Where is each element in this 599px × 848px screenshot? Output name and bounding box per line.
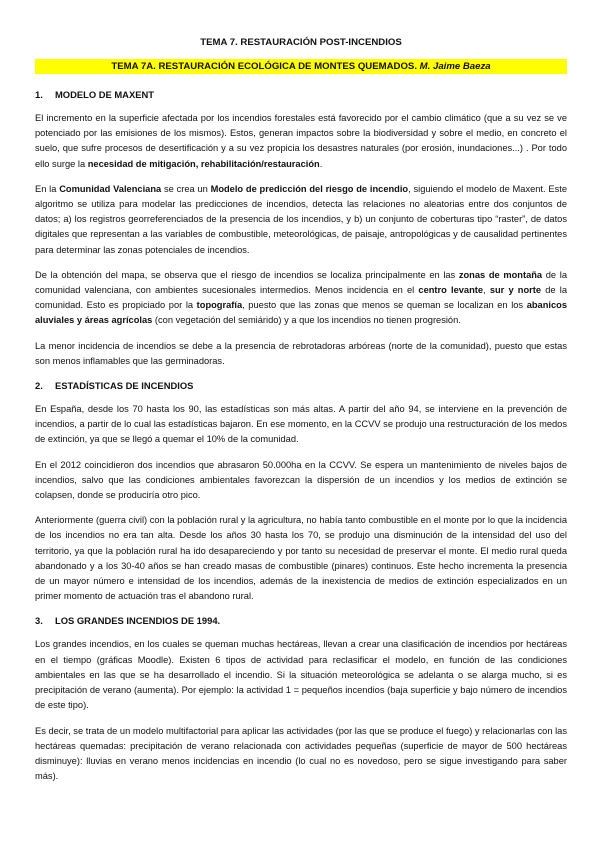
document-subtitle-bar — [35, 59, 567, 74]
text-run: , puesto que las zonas que menos se queman se localizan en los — [242, 300, 527, 311]
section-title: ESTADÍSTICAS DE INCENDIOS — [55, 380, 194, 392]
section-number: 3. — [35, 615, 43, 627]
text-run: En la — [35, 183, 60, 194]
document-subtitle: TEMA 7A. RESTAURACIÓN ECOLÓGICA DE MONTES QUEMADOS. — [111, 61, 417, 72]
section-number: 1. — [35, 89, 43, 100]
bold-text-run: abanicos aluviales y áreas agrícolas — [35, 300, 567, 326]
body-paragraph — [35, 402, 567, 448]
section-title: MODELO DE MAXENT — [55, 89, 154, 100]
text-run: de la comunidad. Esto es propiciado por la — [35, 285, 567, 311]
bold-text-run: sur y norte — [489, 285, 542, 296]
document-body — [35, 88, 567, 784]
text-run: En el 2012 coincidieron dos incendios que abrasaron 50.000ha en la CCVV. Se espera un mantenimiento de niveles bajos de incendios, salvo que las condiciones ambientales favorezcan la dispersión de un incendios y los medios de extinción se colapsen, donde se produciría otro pico. — [35, 459, 567, 501]
section-heading — [35, 88, 567, 101]
section-heading — [35, 379, 567, 392]
body-paragraph — [35, 724, 567, 785]
text-run: se crea un — [161, 183, 211, 194]
section-title: LOS GRANDES INCENDIOS DE 1994. — [55, 615, 221, 627]
bold-text-run: zonas de montaña — [458, 269, 543, 280]
bold-text-run: centro levante — [418, 285, 484, 296]
section-number: 2. — [35, 380, 43, 392]
body-paragraph — [35, 513, 567, 604]
body-paragraph — [35, 339, 567, 369]
text-run: La menor incidencia de incendios se debe a la presencia de rebrotadoras arbóreas (norte de la comunidad), puesto que estas son menos inflamables que las germinadoras. — [35, 340, 567, 366]
bold-text-run: Modelo de predicción del riesgo de incendio — [210, 183, 409, 194]
text-run: Es decir, se trata de un modelo multifactorial para aplicar las actividades (por las que se produce el fuego) y relacionarlas con las hectáreas quemadas: precipitación de verano relacionada con actividades pequeñas (superficie de mayor de 500 hectáreas disminuye): lluvias en verano menos incidencias en incendio (lo cual no es novedoso, pero se sigue investigando para saber más). — [35, 725, 567, 782]
text-run: Anteriormente (guerra civil) con la población rural y la agricultura, no había tanto combustible en el monte por lo que la incidencia de los incendios no era tan alta. Desde los años 30 hasta los 70, se produjo una disminución de la intensidad del uso del territorio, ya que la población rural ha ido desapareciendo y por tanto su necesidad de preservar el monte. El medio rural queda abandonado y a los 30-40 años se han creado masas de combustible (pinares) continuos. Este hecho incrementa la presencia de un mayor número e intensidad de los incendios, además de la inexistencia de medios de extinción especializados en un primer momento de actuación tras el abandono rural. — [35, 515, 567, 602]
bold-text-run: topografía — [196, 300, 243, 311]
body-paragraph — [35, 182, 567, 258]
text-run: De la obtención del mapa, se observa que el riesgo de incendios se localiza principalmente en las — [35, 269, 459, 280]
document-author: M. Jaime Baeza — [419, 61, 491, 72]
text-run: , — [483, 285, 490, 296]
document-page — [35, 36, 567, 794]
section-heading — [35, 614, 567, 627]
body-paragraph — [35, 458, 567, 504]
body-paragraph — [35, 637, 567, 713]
text-run: El incremento en la superficie afectada por los incendios forestales está favorecido por el cambio climático (que a su vez se ve potenciado por las emisiones de los mismos). Estos, generan impactos sobre la biodiversidad y sobre el medio, en concreto el suelo, que sufre procesos de desertificación y a su vez propicia los desastres naturales (por erosión, inundaciones...) . Por todo ello surge la — [35, 113, 567, 169]
text-run: En España, desde los 70 hasta los 90, las estadísticas son más altas. A partir del año 94, se interviene en la prevención de incendios, a partir de lo cual las estadísticas bajaron. En ese momento, en la CCVV se produjo una restructuración de los medos de extinción, ya que se llegó a quemar el 10% de la comunidad. — [35, 404, 567, 445]
text-run: , siguiendo el modelo de Maxent. Este algoritmo se utiliza para modelar las predicciones de incendios, detecta las relaciones no aleatorias entre dos conjuntos de datos; a) los registros georreferenciados de la presencia de los incendios, y b) un conjunto de coberturas tipo “raster”, de datos digitales que representan a las variables de combustible, meteorológicas, de paisaje, antropológicas y de causalidad pertinentes para determinar las zonas potenciales de incendios. — [35, 183, 567, 255]
text-run: (con vegetación del semiárido) y a que los incendios no tienen progresión. — [152, 315, 461, 326]
bold-text-run: necesidad de mitigación, rehabilitación/restauración — [87, 158, 320, 169]
body-paragraph — [35, 268, 567, 329]
text-run: . — [319, 158, 323, 169]
text-run: de la comunidad valenciana, con ambientes sucesionales intermedios. Menos incidencia en el — [35, 269, 567, 296]
bold-text-run: Comunidad Valenciana — [59, 183, 162, 194]
text-run: Los grandes incendios, en los cuales se queman muchas hectáreas, llevan a crear una clasificación de incendios por hectáreas en el tiempo (gráficas Moodle). Existen 6 tipos de actividad para reclasificar el modelo, en función de las condiciones ambientales en las que se ha desarrollado el incendio. Si la situación meteorológica se adelanta o se alarga mucho, si es precipitación de verano (aumenta). Por ejemplo: la actividad 1 = pequeños incendios (baja superficie y bajo número de incendios de este tipo). — [35, 639, 567, 711]
body-paragraph — [35, 111, 567, 172]
document-title: TEMA 7. RESTAURACIÓN POST-INCENDIOS — [200, 37, 402, 48]
